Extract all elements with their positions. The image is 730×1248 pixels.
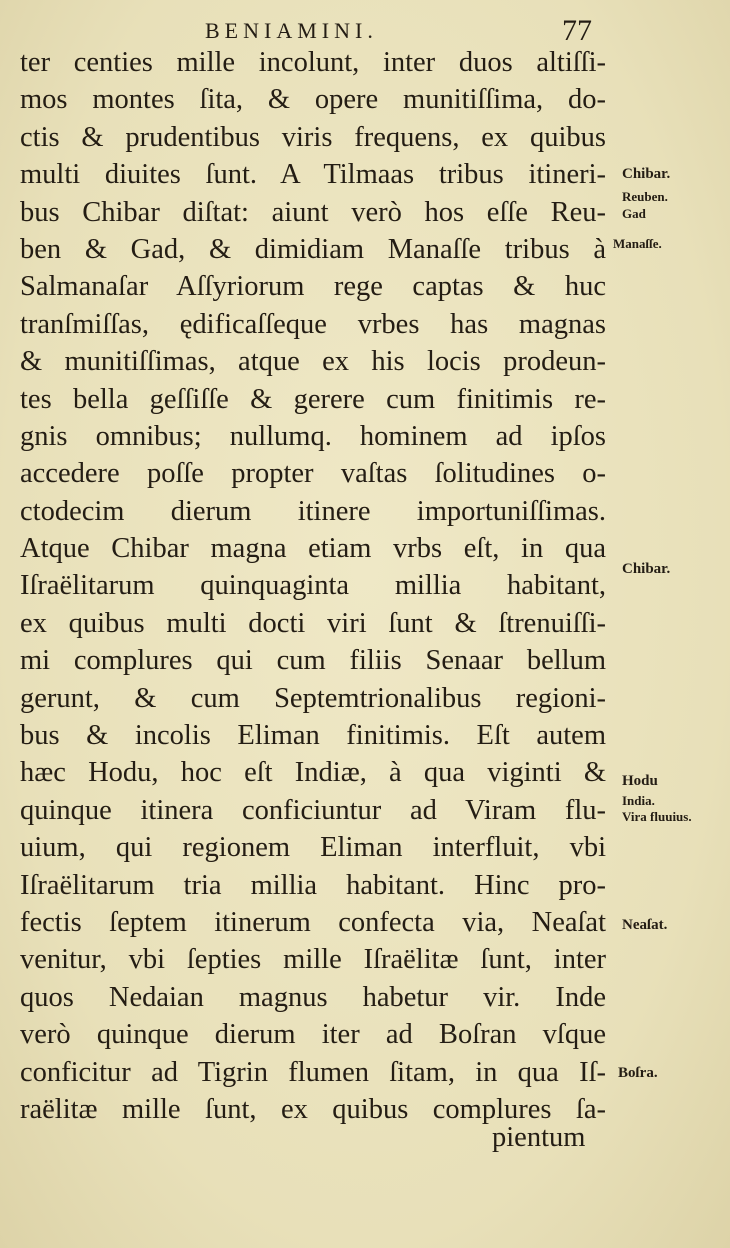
text-line: ter centies mille incolunt, inter duos altiſſi- xyxy=(20,47,606,78)
margin-note: Hodu xyxy=(622,773,658,789)
text-line: ex quibus multi docti viri ſunt & ſtrenuiſſi- xyxy=(20,607,606,639)
body-text xyxy=(20,44,606,1128)
margin-note: Neaſat. xyxy=(622,917,668,933)
margin-note: Gad xyxy=(622,206,646,221)
text-line: multi diuites ſunt. A Tilmaas tribus itineri- xyxy=(20,159,606,191)
text-line: tranſmiſſas, ędificaſſeque vrbes has magnas xyxy=(20,308,606,340)
margin-note: Vira fluuius. xyxy=(622,809,692,824)
running-head xyxy=(0,14,730,48)
text-line: ctis & prudentibus viris frequens, ex quibus xyxy=(20,121,606,153)
text-line: uium, qui regionem Eliman interfluit, vbi xyxy=(20,832,606,864)
margin-note: Chibar. xyxy=(622,561,671,577)
text-line: Iſraëlitarum quinquaginta millia habitant, xyxy=(20,570,606,602)
text-line: venitur, vbi ſepties mille Iſraëlitæ ſunt, inter xyxy=(20,944,606,976)
page-number: 77 xyxy=(562,14,592,47)
text-line: verò quinque dierum iter ad Boſran vſque xyxy=(20,1019,606,1051)
text-line: & munitiſſimas, atque ex his locis prodeun- xyxy=(20,346,606,378)
text-line: bus & incolis Eliman finitimis. Eſt autem xyxy=(20,720,606,752)
text-line: Iſraëlitarum tria millia habitant. Hinc pro- xyxy=(20,869,606,901)
margin-note: Boſra. xyxy=(618,1065,658,1081)
margin-note: Manaſſe. xyxy=(613,236,662,251)
text-line: quinque itinera conficiuntur ad Viram flu- xyxy=(20,794,606,826)
text-line: accedere poſſe propter vaſtas ſolitudines o- xyxy=(20,458,606,490)
text-line: mi complures qui cum filiis Senaar bellum xyxy=(20,645,606,677)
running-title: BENIAMINI. xyxy=(205,18,378,43)
catchword: pientum xyxy=(492,1122,586,1153)
text-line: gnis omnibus; nullumq. hominem ad ipſos xyxy=(20,420,606,452)
text-line: quos Nedaian magnus habetur vir. Inde xyxy=(20,981,606,1013)
margin-note: Chibar. xyxy=(622,166,671,182)
text-line: conficitur ad Tigrin flumen ſitam, in qua Iſ- xyxy=(20,1056,606,1088)
text-line: ben & Gad, & dimidiam Manaſſe tribus à xyxy=(20,233,606,265)
text-line: hæc Hodu, hoc eſt Indiæ, à qua viginti & xyxy=(20,757,606,789)
text-line: raëlitæ mille ſunt, ex quibus complures ſa- xyxy=(20,1093,606,1125)
text-line: bus Chibar diſtat: aiunt verò hos eſſe Reu- xyxy=(20,196,606,228)
text-line: Atque Chibar magna etiam vrbs eſt, in qua xyxy=(20,533,606,565)
text-line: gerunt, & cum Septemtrionalibus regioni- xyxy=(20,682,606,714)
text-line: tes bella geſſiſſe & gerere cum finitimis re- xyxy=(20,383,606,415)
text-line: Salmanaſar Aſſyriorum rege captas & huc xyxy=(20,271,606,303)
margin-note: India. xyxy=(622,793,655,808)
text-line: ctodecim dierum itinere importuniſſimas. xyxy=(20,495,606,527)
text-line: fectis ſeptem itinerum confecta via, Neaſat xyxy=(20,906,606,938)
margin-note: Reuben. xyxy=(622,189,668,204)
text-line: mos montes ſita, & opere munitiſſima, do- xyxy=(20,84,606,116)
